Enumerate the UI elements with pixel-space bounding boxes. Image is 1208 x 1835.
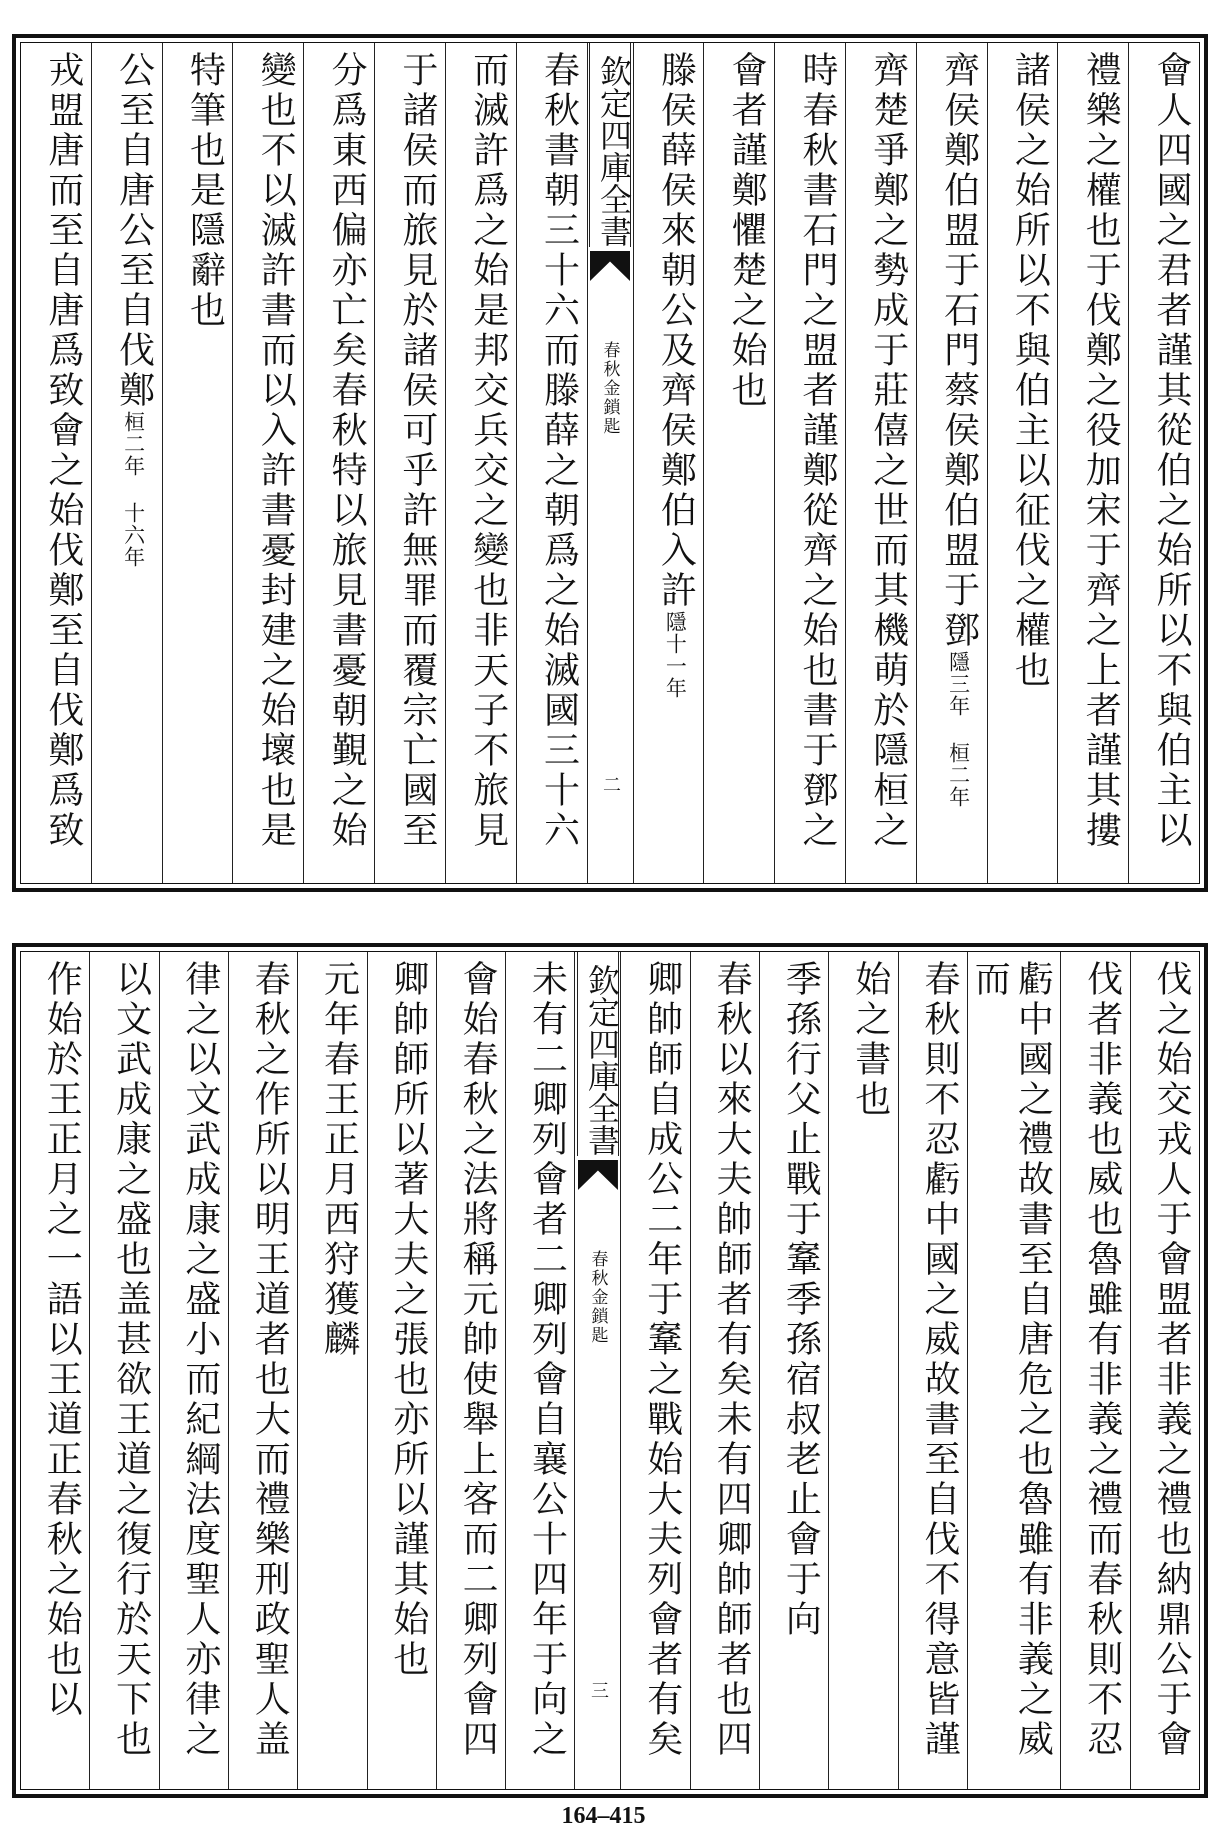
text-column: 春秋以來大夫帥師者有矣未有四卿帥師者也四 [690,952,759,1789]
text-column: 齊楚爭鄭之勢成于莊僖之世而其機萌於隱桓之 [845,43,916,883]
text-column: 禮樂之權也于伐鄭之役加宋于齊之上者謹其摟 [1057,43,1128,883]
annotation: 桓二年 十六年 [121,411,146,568]
page-number: 三 [585,1681,611,1699]
text-column: 卿帥師所以著大夫之張也亦所以謹其始也 [367,952,436,1789]
text-column: 會人四國之君者謹其從伯之始所以不與伯主以 [1128,43,1199,883]
page-number: 二 [597,775,623,793]
text-column: 會者謹鄭懼楚之始也 [703,43,774,883]
text-column: 伐之始交戎人于會盟者非義之禮也納鼎公于會 [1130,952,1199,1789]
text-column: 齊侯鄭伯盟于石門蔡侯鄭伯盟于鄧隱三年 桓二年 [916,43,987,883]
book-title: 欽定四庫全書 [577,952,619,1156]
text-column: 諸侯之始所以不與伯主以征伐之權也 [987,43,1058,883]
text-column: 戎盟唐而至自唐爲致會之始伐鄭至自伐鄭爲致 [42,51,84,851]
fish-tail-mark [590,251,630,281]
text-column: 春秋書朝三十六而滕薛之朝爲之始滅國三十六 [516,43,587,883]
center-fold [574,952,620,1789]
text-column: 會始春秋之法將稱元帥使舉上客而二卿列會四 [436,952,505,1789]
page-footer-number: 164–415 [561,1803,646,1829]
text-column: 元年春王正月西狩獲麟 [297,952,366,1789]
text-column: 變也不以滅許書而以入許書憂封建之始壞也是 [232,43,303,883]
page-top-columns [20,42,1200,884]
annotation: 隱三年 桓二年 [946,651,971,808]
text-column: 滕侯薛侯來朝公及齊侯鄭伯入許隱十一年 [633,43,704,883]
text-column: 作始於王正月之一語以王道正春秋之始也以 [41,960,83,1720]
text-column: 卿帥師自成公二年于鞌之戰始大夫列會者有矣 [620,952,689,1789]
text-column: 始之書也 [828,952,897,1789]
text-column: 特筆也是隱辭也 [162,43,233,883]
center-fold [587,43,633,883]
text-column: 伐者非義也威也魯雖有非義之禮而春秋則不忍 [1060,952,1129,1789]
text-column: 未有二卿列會者二卿列會自襄公十四年于向之 [505,952,574,1789]
text-column: 律之以文武成康之盛小而紀綱法度聖人亦律之 [159,952,228,1789]
annotation: 隱十一年 [663,611,688,699]
text-column: 公至自唐公至自伐鄭桓二年 十六年 [91,43,162,883]
book-title: 欽定四庫全書 [589,43,631,247]
text-column: 春秋則不忍虧中國之威故書至自伐不得意皆謹 [898,952,967,1789]
text-column: 以文武成康之盛也盖甚欲王道之復行於天下也 [89,952,158,1789]
text-column: 季孫行父止戰于鞌季孫宿叔老止會于向 [759,952,828,1789]
work-title: 春秋金鎖匙 [599,341,620,436]
page-top [12,34,1208,892]
fish-tail-mark [578,1160,618,1190]
text-column: 時春秋書石門之盟者謹鄭從齊之始也書于鄧之 [774,43,845,883]
text-column: 于諸侯而旅見於諸侯可乎許無罪而覆宗亡國至 [374,43,445,883]
page-bottom [12,943,1208,1798]
page-bottom-columns [20,951,1200,1790]
text-column: 分爲東西偏亦亡矣春秋特以旅見書憂朝覲之始 [303,43,374,883]
work-title: 春秋金鎖匙 [587,1250,608,1345]
text-column: 而滅許爲之始是邦交兵交之變也非天子不旅見 [445,43,516,883]
text-column: 虧中國之禮故書至自唐危之也魯雖有非義之威而 [967,952,1060,1789]
text-column: 春秋之作所以明王道者也大而禮樂刑政聖人盖 [228,952,297,1789]
